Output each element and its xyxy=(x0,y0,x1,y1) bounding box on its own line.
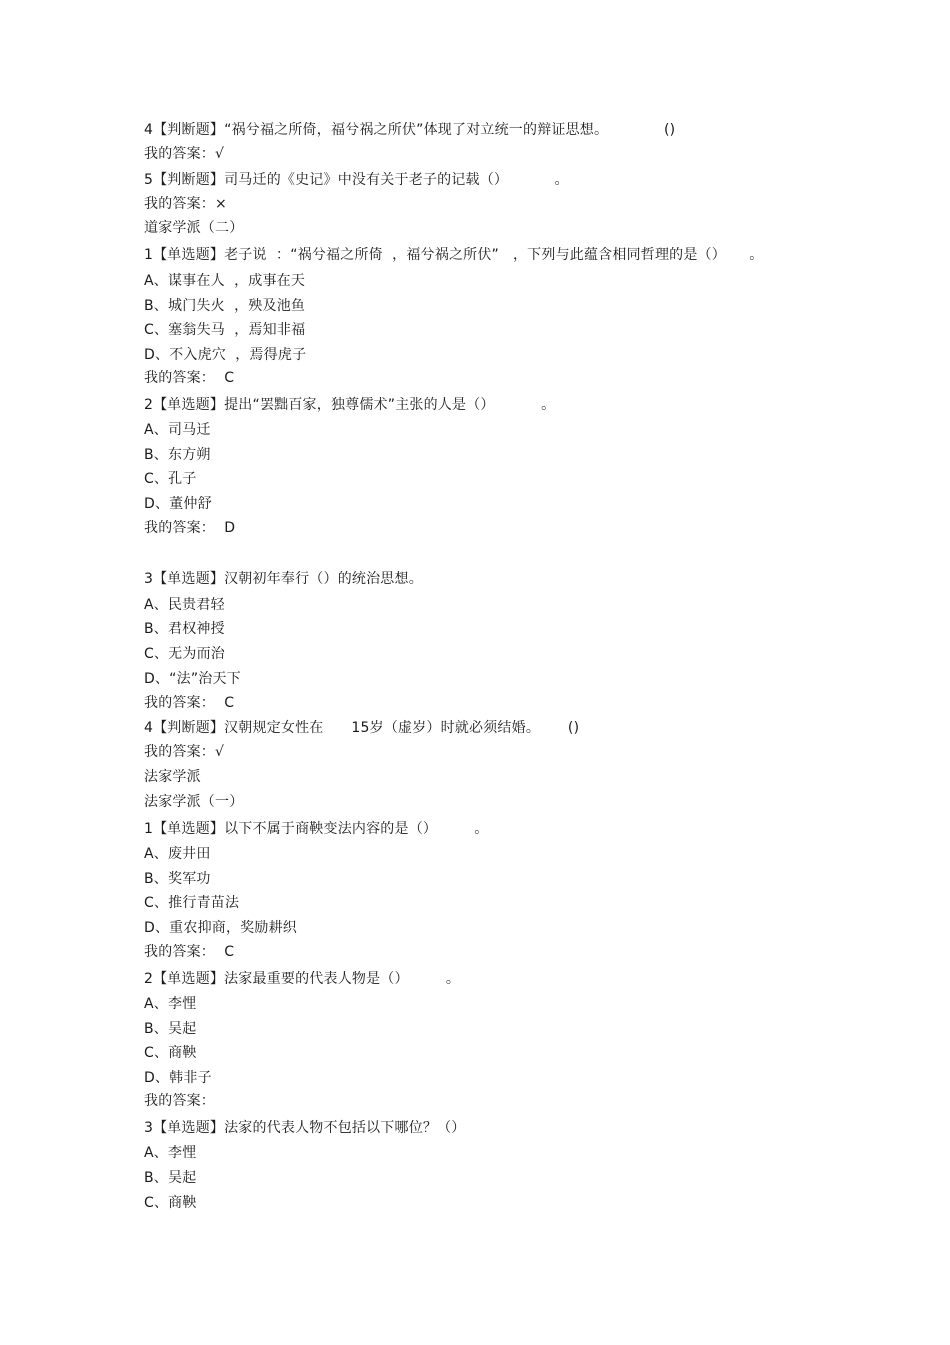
question-text: 3【单选题】法家的代表人物不包括以下哪位？（） xyxy=(144,1120,466,1136)
question-text: 5【判断题】司马迁的《史记》中没有关于老子的记载（） 。 xyxy=(144,172,569,188)
option-text: A、谋事在人 ，成事在天 xyxy=(144,273,306,289)
option-text: B、东方朔 xyxy=(144,447,211,463)
option-text: B、吴起 xyxy=(144,1021,197,1037)
section-heading: 法家学派（一） xyxy=(144,794,244,810)
question-text: 1【单选题】以下不属于商鞅变法内容的是（） 。 xyxy=(144,821,489,837)
question-text: 2【单选题】提出“罢黜百家，独尊儒术”主张的人是（） 。 xyxy=(144,397,556,413)
question-text: 4【判断题】汉朝规定女性在 15岁（虚岁）时就必须结婚。 () xyxy=(144,720,580,736)
answer-text: 我的答案： xyxy=(144,1093,215,1109)
option-text: A、司马迁 xyxy=(144,422,211,438)
answer-text: 我的答案：√ xyxy=(144,744,225,760)
option-text: B、奖军功 xyxy=(144,871,211,887)
option-text: B、君权神授 xyxy=(144,621,225,637)
option-text: B、城门失火 ，殃及池鱼 xyxy=(144,298,306,314)
answer-text: 我的答案： D xyxy=(144,520,236,536)
option-text: D、“法”治天下 xyxy=(144,671,241,687)
option-text: A、李悝 xyxy=(144,996,197,1012)
question-text: 4【判断题】“祸兮福之所倚，福兮祸之所伏”体现了对立统一的辩证思想。 () xyxy=(144,122,676,138)
option-text: D、重农抑商，奖励耕织 xyxy=(144,920,297,936)
option-text: C、推行青苗法 xyxy=(144,895,240,911)
option-text: C、商鞅 xyxy=(144,1195,197,1211)
option-text: C、塞翁失马 ，焉知非福 xyxy=(144,322,306,338)
answer-text: 我的答案：× xyxy=(144,196,227,212)
option-text: B、吴起 xyxy=(144,1170,197,1186)
option-text: D、不入虎穴 ，焉得虎子 xyxy=(144,347,307,363)
option-text: C、孔子 xyxy=(144,471,197,487)
answer-text: 我的答案： C xyxy=(144,695,235,711)
section-heading: 道家学派（二） xyxy=(144,220,244,236)
option-text: C、商鞅 xyxy=(144,1045,197,1061)
section-heading: 法家学派 xyxy=(144,769,201,785)
question-text: 2【单选题】法家最重要的代表人物是（） 。 xyxy=(144,971,461,987)
question-text: 3【单选题】汉朝初年奉行（）的统治思想。 xyxy=(144,571,423,587)
option-text: A、李悝 xyxy=(144,1145,197,1161)
answer-text: 我的答案：√ xyxy=(144,146,225,162)
option-text: D、韩非子 xyxy=(144,1070,212,1086)
question-text: 1【单选题】老子说 ：“祸兮福之所倚 ，福兮祸之所伏” ，下列与此蕴含相同哲理的是（） 。 xyxy=(144,247,764,263)
answer-text: 我的答案： C xyxy=(144,944,235,960)
option-text: A、废井田 xyxy=(144,846,211,862)
option-text: C、无为而治 xyxy=(144,646,225,662)
answer-text: 我的答案： C xyxy=(144,370,235,386)
option-text: D、董仲舒 xyxy=(144,496,212,512)
option-text: A、民贵君轻 xyxy=(144,597,225,613)
